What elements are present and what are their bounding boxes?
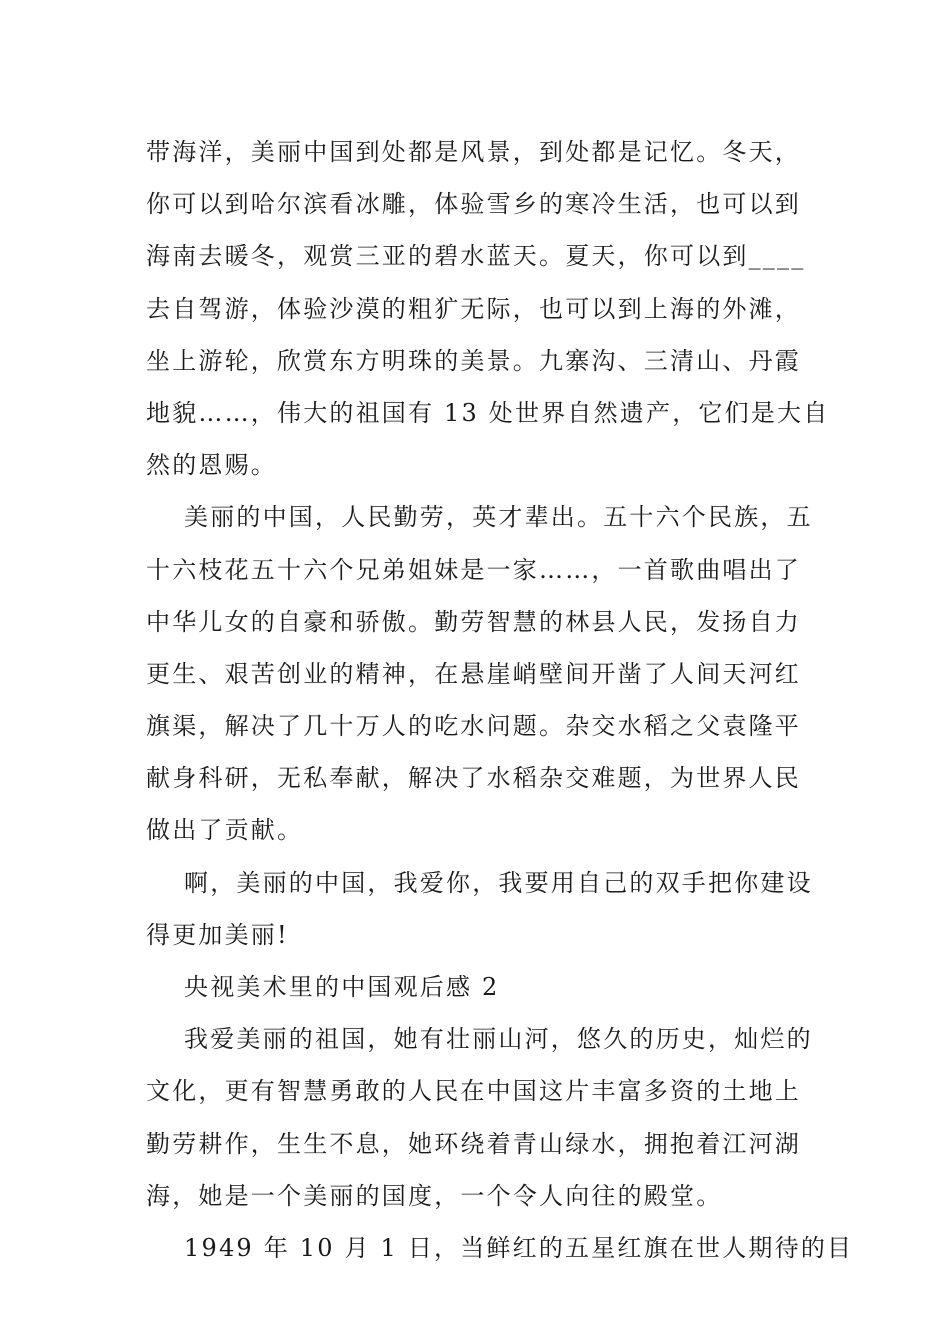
text-line: 献身科研，无私奉献，解决了水稻杂交难题，为世界人民 xyxy=(146,764,801,793)
text-line: 坐上游轮，欣赏东方明珠的美景。九寨沟、三清山、丹霞 xyxy=(146,346,801,375)
text-line: 文化，更有智慧勇敢的人民在中国这片丰富多资的土地上 xyxy=(146,1077,801,1106)
text-line: 海，她是一个美丽的国度，一个令人向往的殿堂。 xyxy=(146,1181,723,1210)
text-line: 带海洋，美丽中国到处都是风景，到处都是记忆。冬天， xyxy=(146,138,801,166)
paragraph-start-line: 1949 年 10 月 1 日，当鲜红的五星红旗在世人期待的目 xyxy=(184,1233,854,1262)
document-body xyxy=(146,126,854,1274)
text-line: 十六枝花五十六个兄弟姐妹是一家……，一首歌曲唱出了 xyxy=(146,555,801,584)
text-line: 你可以到哈尔滨看冰雕，体验雪乡的寒冷生活，也可以到 xyxy=(146,190,801,219)
text-line: 更生、艰苦创业的精神，在悬崖峭壁间开凿了人间天河红 xyxy=(146,659,801,688)
text-line: 地貌……，伟大的祖国有 13 处世界自然遗产，它们是大自 xyxy=(146,398,830,427)
text-line: 勤劳耕作，生生不息，她环绕着青山绿水，拥抱着江河湖 xyxy=(146,1129,801,1158)
text-line: 旗渠，解决了几十万人的吃水问题。杂交水稻之父袁隆平 xyxy=(146,712,801,741)
text-line: 做出了贡献。 xyxy=(146,816,304,845)
paragraph-start-line: 啊，美丽的中国，我爱你，我要用自己的双手把你建设 xyxy=(184,868,813,897)
section-heading: 央视美术里的中国观后感 2 xyxy=(184,973,500,1001)
text-line: 中华儿女的自豪和骄傲。勤劳智慧的林县人民，发扬自力 xyxy=(146,607,801,636)
text-line: 然的恩赐。 xyxy=(146,451,277,480)
paragraph-start-line: 我爱美丽的祖国，她有壮丽山河，悠久的历史，灿烂的 xyxy=(184,1025,813,1054)
text-line: 得更加美丽! xyxy=(146,920,289,949)
text-line: 海南去暖冬，观赏三亚的碧水蓝天。夏天，你可以到____ xyxy=(146,242,806,271)
text-line: 去自驾游，体验沙漠的粗犷无际，也可以到上海的外滩， xyxy=(146,294,801,323)
paragraph-start-line: 美丽的中国，人民勤劳，英才辈出。五十六个民族，五 xyxy=(184,503,813,532)
